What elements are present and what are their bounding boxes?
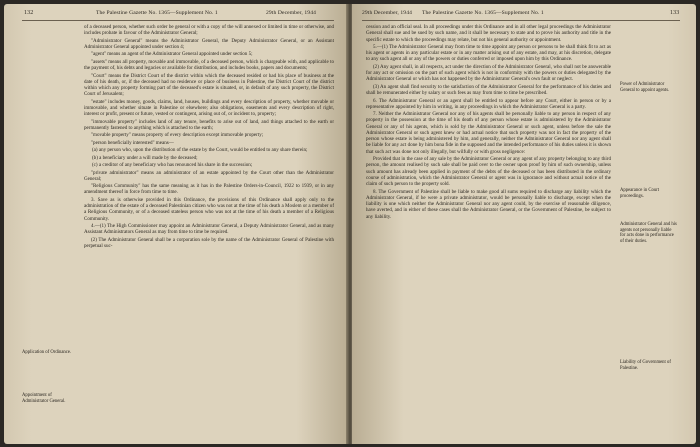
right-para-section-5-2: (2) Any agent shall, in all respects, act under the direction of the Administrator General, who shall not be answerable for any act or omission on the part of such agent which is not in conformity with the powers or duties delegated by the Administrator General or which has not happened by the Administrator General's own fault or neglect.: [366, 63, 611, 83]
right-page-body: [366, 24, 611, 221]
left-para: (c) a creditor of any beneficiary who has renounced his share in the succession;: [92, 162, 253, 169]
right-header-rule: [362, 20, 680, 21]
right-running-date: 29th December, 1944: [362, 10, 412, 16]
right-para-section-8: 8. The Government of Palestine shall be liable to make good all sums required to discharge any liability which the Administrator General, if he were a private administrator, would be personally liable to discharge, except when the liability is one which neither the Administrator General nor any agent could, by the exercise of reasonable diligence, have averted, and in either of these cases shall the Administrator General, or the Government of Palestine, be subject to any liability.: [366, 188, 611, 220]
left-para: (a) any person who, upon the distribution of the estate by the Court, would be entitled to any share therein;: [92, 147, 308, 154]
left-para: (b) a beneficiary under a will made by the deceased;: [92, 154, 198, 161]
left-page-number: 132: [24, 10, 34, 16]
margin-note: Appointment of Administrator General.: [22, 393, 66, 404]
left-para-section-4-1: 4.—(1) The High Commissioner may appoint an Administrator General, a Deputy Administrator General, and as many Assistant Administrators General as may from time to time be required.: [84, 223, 334, 236]
left-para-section-4-2: (2) The Administrator General shall be a corporation sole by the name of the Administrator General of Palestine with perpetual suc-: [84, 236, 334, 249]
left-para: of a deceased person, whether such order be general or with a copy of the will annexed or limited in time or otherwise, and includes probate in favour of the Administrator General;: [84, 24, 334, 37]
left-para: "Administrator General" means the Administrator General, the Deputy Administrator General, or an Assistant Administrator General appointed under section 4;: [84, 37, 334, 50]
right-para-proviso: Provided that in the case of any sale by the Administrator General or any agent of any property belonging to any third person, the amount realised by such sale shall be paid over to the owner upon proof by him of such ownership, unless such amount has already been applied in payment of the debts of the deceased or has been distributed in the ordinary course of administration, which the Administrator General or agent was in ignorance and without actual notice of the claim of such person to the property sold.: [366, 156, 611, 188]
left-para: "person beneficially interested" means—: [91, 139, 174, 146]
right-page-number: 133: [670, 10, 680, 16]
left-para: "Religious Community" has the same meaning as it has in the Palestine Orders-in-Council, 1922 to 1939, or in any amendment thereof in force from time to time.: [84, 183, 334, 196]
left-para: "movable property" means property of every description except immovable property;: [91, 132, 264, 139]
left-para-section-3: 3. Save as is otherwise provided in this Ordinance, the provisions of this Ordinance shall apply only to the administration of the estate of a deceased Palestinian citizen who was not at the time of his death a Moslem or a member of a Religious Community, or of a deceased stateless person who was not at the time of his death a member of a Religious Community.: [84, 196, 334, 222]
open-book: [4, 4, 696, 444]
left-running-date: 29th December, 1944: [266, 10, 316, 16]
left-para: "Court" means the District Court of the district within which the deceased resided or had his place of business at the date of his death, or, if the deceased had no residence or place of business in Palestine, the District Court of the district within which any property forming part of the deceased's estate is situated, or, in default of any such property, the District Court of Jerusalem;: [84, 72, 334, 98]
right-para-section-5-1: 5.—(1) The Administrator General may from time to time appoint any person or persons to be shall think fit to act as his agent or agents in any particular estate or in any matter arising out of any estate, and may, at his discretion, delegate to any such agent all or any of the powers or duties conferred or imposed upon him by this Ordinance.: [366, 43, 611, 63]
left-running-title: The Palestine Gazette No. 1365—Supplement No. 1: [96, 10, 218, 16]
margin-note: Application of Ordinance.: [22, 350, 72, 355]
left-para: "assets" means all property, movable and immovable, of a deceased person, which is chargeable with, and applicable to the payment of, his debts and legacies or available for distribution, and includes books, papers and documents;: [84, 58, 334, 72]
left-header-rule: [22, 20, 334, 21]
right-page: [352, 4, 696, 444]
margin-note: Liability of Government of Palestine.: [620, 360, 671, 371]
left-para: "estate" includes money, goods, claims, land, houses, buildings and every description of property, whether movable or immovable, and whether situate in Palestine or elsewhere; also obligations, easements and every description of right, interest or profit, present or future, vested or contingent, arising out of, or incident to, property;: [84, 98, 334, 118]
left-page-body: [84, 24, 334, 250]
margin-note: Administrator General and his agents not personally liable for acts done in performance of their duties.: [620, 222, 677, 244]
left-para: "private administrator" means an administrator of an estate appointed by the Court other than the Administrator General;: [84, 169, 334, 182]
right-para-section-5-3: (3) An agent shall find security to the satisfaction of the Administrator General for the performance of his duties and shall be remunerated either by salary or such fees as may from time to time be prescribed.: [366, 83, 611, 97]
right-para: cession and an official seal. In all proceedings under this Ordinance and in all other legal proceedings the Administrator General shall sue and be sued by such name, and it shall be necessary to state and to prove his authority and title in the specific estate to which the proceedings may relate, but not his general authority or appointment.: [366, 24, 611, 43]
right-para-section-7: 7. Neither the Administrator General nor any of his agents shall be personally liable to any person in respect of any property in the possession at the time of his death of any person whose estate is administered by the Administrator General or any of his agents, which is sold by the Administrator General or such agent, unless before the sale the Administrator General or such agent knew or had actual notice that such property was not in fact the property of the person whose estate is being administered by him, and generally, neither the Administrator General nor any agent shall be liable for any act done by him bona fide in the supposed and the intended performance of his duties unless it is shown that such act was done not only illegally, but wilfully or with gross negligence:: [366, 111, 611, 155]
left-para: "agent" means an agent of the Administrator General appointed under section 5;: [91, 51, 253, 58]
left-page: [4, 4, 348, 444]
right-running-title: The Palestine Gazette No. 1365—Supplement No. 1: [422, 10, 544, 16]
left-para: "immovable property" includes land of any tenure, benefits to arise out of land, and things attached to the earth or permanently fastened to anything which is attached to the earth;: [84, 118, 334, 131]
margin-note: Power of Administrator General to appoint agents.: [620, 82, 670, 93]
margin-note: Appearance in Court proceedings.: [620, 188, 660, 199]
right-para-section-6: 6. The Administrator General or an agent shall be entitled to appear before any Court, either in person or by a representative appointed by him in writing, in any proceedings in which the Administrator General is a party.: [366, 97, 611, 110]
